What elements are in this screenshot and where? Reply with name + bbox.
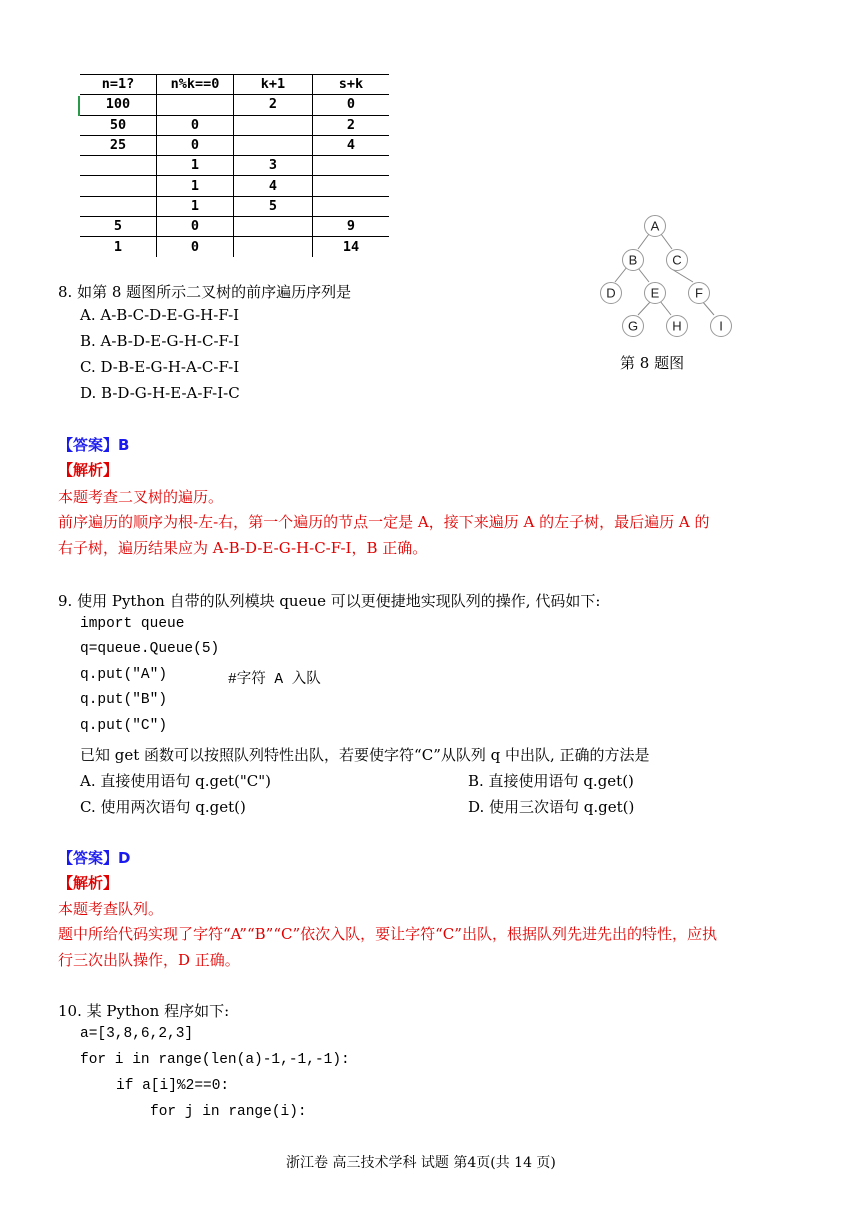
table-cell (157, 95, 234, 115)
table-header-row (80, 75, 389, 95)
q9-analysis-label: 【解析】 (58, 874, 119, 892)
table-header: n=1? (80, 75, 157, 95)
code-line: a=[3,8,6,2,3] (80, 1026, 194, 1042)
tree-node-a (645, 216, 666, 237)
code-comment: #字符 A 入队 (228, 672, 321, 688)
q8-option-a: A. A-B-C-D-E-G-H-F-I (80, 306, 240, 324)
table-cell (80, 176, 157, 196)
q9-question: 已知 get 函数可以按照队列特性出队，若要使字符“C”从队列 q 中出队, 正确的方法是 (80, 746, 650, 764)
table-cell: 1 (157, 156, 234, 176)
tree-node-d (601, 283, 622, 304)
code-line: for j in range(i): (150, 1104, 307, 1120)
tree-node-label: A (650, 218, 660, 234)
table-row (80, 217, 389, 237)
binary-tree-figure (590, 210, 750, 345)
table-cell: 100 (80, 95, 157, 115)
tree-node-e (645, 283, 666, 304)
table-cell: 2 (234, 95, 313, 115)
table-cell (80, 196, 157, 216)
q8-option-c: C. D-B-E-G-H-A-C-F-I (80, 358, 240, 376)
q9-analysis-line: 题中所给代码实现了字符“A”“B”“C”依次入队，要让字符“C”出队，根据队列先进先出的特性，应执 (58, 925, 717, 943)
table-cell: 1 (80, 237, 157, 257)
table-cell: 2 (313, 115, 390, 135)
table-cell: 4 (234, 176, 313, 196)
table-cell: 0 (157, 217, 234, 237)
table-cell (234, 135, 313, 155)
q9-option-d: D. 使用三次语句 q.get() (468, 798, 635, 816)
table-cell: 25 (80, 135, 157, 155)
code-line: q=queue.Queue(5) (80, 641, 220, 657)
table-cell (80, 156, 157, 176)
code-line: if a[i]%2==0: (116, 1078, 230, 1094)
tree-node-label: E (650, 285, 660, 301)
q8-stem: 8. 如第 8 题图所示二叉树的前序遍历序列是 (58, 283, 352, 301)
q9-option-b: B. 直接使用语句 q.get() (468, 772, 634, 790)
table-cell: 5 (234, 196, 313, 216)
table-cell: 50 (80, 115, 157, 135)
tree-node-g (623, 316, 644, 337)
q9-option-a: A. 直接使用语句 q.get("C") (80, 772, 271, 790)
q8-analysis-line: 本题考查二叉树的遍历。 (58, 488, 224, 506)
table-cell (234, 217, 313, 237)
tree-node-label: G (627, 318, 639, 334)
table-row (80, 176, 389, 196)
table-cell (313, 196, 390, 216)
table-row (80, 156, 389, 176)
tree-node-label: B (628, 252, 638, 268)
table-row (80, 115, 389, 135)
tree-node-label: C (672, 252, 682, 268)
table-cell (234, 237, 313, 257)
tree-node-label: F (695, 285, 703, 301)
q8-analysis-line: 右子树，遍历结果应为 A-B-D-E-G-H-C-F-I，B 正确。 (58, 539, 428, 557)
table-cell: 1 (157, 176, 234, 196)
q8-option-d: D. B-D-G-H-E-A-F-I-C (80, 384, 240, 402)
tree-node-c (667, 250, 688, 271)
q8-option-b: B. A-B-D-E-G-H-C-F-I (80, 332, 240, 350)
table-cell (234, 115, 313, 135)
q9-answer: 【答案】D (58, 849, 131, 867)
q9-analysis-line: 本题考查队列。 (58, 900, 164, 918)
page-footer: 浙江卷 高三技术学科 试题 第4页(共 14 页) (286, 1155, 556, 1171)
table-row (80, 196, 389, 216)
code-line: for i in range(len(a)-1,-1,-1): (80, 1052, 350, 1068)
tree-node-label: D (606, 285, 616, 301)
code-line: q.put("A") (80, 667, 168, 683)
table-cell: 1 (157, 196, 234, 216)
table-cell: 0 (313, 95, 390, 115)
q10-stem: 10. 某 Python 程序如下: (58, 1002, 230, 1020)
table-cell: 4 (313, 135, 390, 155)
q9-stem: 9. 使用 Python 自带的队列模块 queue 可以更便捷地实现队列的操作, 代码如下: (58, 592, 601, 610)
tree-node-f (689, 283, 710, 304)
table-cell (313, 176, 390, 196)
table-cell (313, 156, 390, 176)
table-cell: 0 (157, 237, 234, 257)
table-cell: 0 (157, 115, 234, 135)
code-line: q.put("B") (80, 692, 168, 708)
table-row (80, 95, 389, 115)
tree-node-b (623, 250, 644, 271)
table-cell: 0 (157, 135, 234, 155)
figure-caption: 第 8 题图 (620, 354, 685, 372)
q9-option-c: C. 使用两次语句 q.get() (80, 798, 246, 816)
trace-table (80, 74, 389, 257)
table-cell: 5 (80, 217, 157, 237)
table-header: s+k (313, 75, 390, 95)
tree-node-i (711, 316, 732, 337)
table-header: k+1 (234, 75, 313, 95)
table-cell: 3 (234, 156, 313, 176)
table-header: n%k==0 (157, 75, 234, 95)
q9-analysis-line: 行三次出队操作，D 正确。 (58, 951, 240, 969)
table-row (80, 135, 389, 155)
tree-node-h (667, 316, 688, 337)
table-cell: 14 (342, 238, 360, 255)
code-line: q.put("C") (80, 718, 168, 734)
table-cell: 9 (313, 217, 390, 237)
q8-analysis-line: 前序遍历的顺序为根-左-右，第一个遍历的节点一定是 A，接下来遍历 A 的左子树，最后遍历 A 的 (58, 513, 710, 531)
q8-analysis-label: 【解析】 (58, 461, 119, 479)
table-cursor-mark (78, 96, 80, 116)
q8-answer: 【答案】B (58, 436, 130, 454)
tree-node-label: I (719, 318, 723, 334)
code-line: import queue (80, 616, 185, 632)
tree-node-label: H (672, 318, 682, 334)
table-row (80, 237, 389, 257)
